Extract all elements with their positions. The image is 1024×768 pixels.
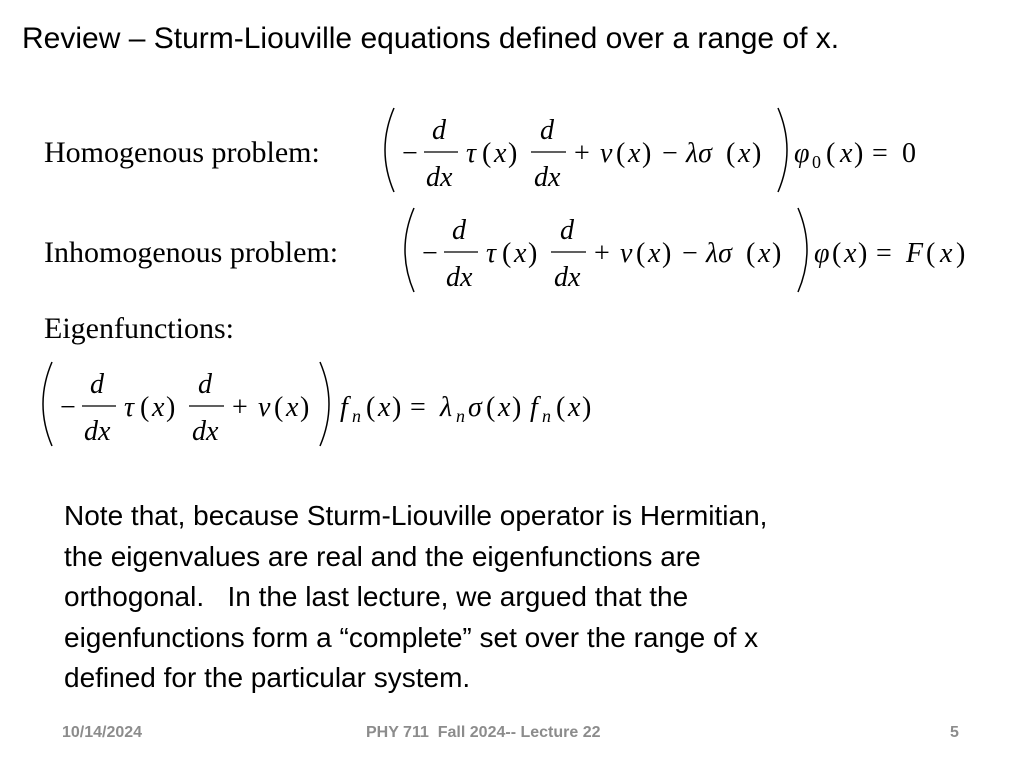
svg-text:x: x: [498, 392, 511, 423]
svg-text:+: +: [574, 138, 590, 169]
footer-page-number: 5: [950, 724, 959, 741]
svg-text:dx: dx: [426, 162, 453, 193]
svg-text:0: 0: [902, 138, 916, 169]
svg-text:dx: dx: [554, 262, 581, 293]
svg-text:dx: dx: [534, 162, 561, 193]
svg-text:(: (: [486, 392, 496, 423]
svg-text:+: +: [232, 392, 248, 423]
inhomogeneous-label: Inhomogenous problem:: [44, 236, 339, 269]
svg-text:f: f: [340, 392, 348, 423]
svg-text:): ): [512, 392, 522, 423]
svg-text:x: x: [738, 138, 751, 169]
svg-text:(: (: [746, 238, 756, 269]
svg-text:f: f: [530, 392, 538, 423]
footer-course: PHY 711 Fall 2024-- Lecture 22: [366, 724, 601, 741]
svg-text:φ: φ: [794, 138, 810, 169]
svg-text:(: (: [482, 138, 492, 169]
svg-text:τ: τ: [124, 392, 135, 423]
svg-text:): ): [858, 238, 868, 269]
svg-text:): ): [752, 138, 762, 169]
svg-text:0: 0: [812, 152, 821, 172]
svg-text:x: x: [494, 138, 507, 169]
svg-text:(: (: [274, 392, 284, 423]
svg-text:σ: σ: [468, 392, 482, 423]
svg-text:=: =: [410, 392, 426, 423]
svg-text:): ): [956, 238, 966, 269]
svg-text:(: (: [140, 392, 150, 423]
svg-text:): ): [508, 138, 518, 169]
svg-text:−: −: [402, 138, 418, 169]
svg-text:(: (: [616, 138, 626, 169]
svg-text:(: (: [926, 238, 936, 269]
svg-text:dx: dx: [446, 262, 473, 293]
note-line: Note that, because Sturm-Liouville operator is Hermitian,: [64, 500, 768, 531]
note-line: eigenfunctions form a “complete” set over the range of x: [64, 621, 759, 653]
svg-text:dx: dx: [84, 416, 111, 447]
svg-text:): ): [854, 138, 864, 169]
svg-text:τ: τ: [486, 238, 497, 269]
inhomogeneous-equation: [400, 204, 1000, 296]
svg-text:d: d: [198, 369, 212, 400]
eigenfunctions-label: Eigenfunctions:: [44, 312, 234, 345]
svg-text:x: x: [628, 138, 641, 169]
svg-text:λ: λ: [440, 392, 453, 423]
eigenfunctions-equation: [38, 358, 638, 450]
svg-text:x: x: [568, 392, 581, 423]
note-line: orthogonal. In the last lecture, we argued that the: [64, 581, 689, 612]
note-line: defined for the particular system.: [64, 662, 471, 693]
svg-text:d: d: [90, 369, 104, 400]
svg-text:(: (: [556, 392, 566, 423]
svg-text:d: d: [540, 115, 554, 146]
homogeneous-equation: [380, 104, 940, 196]
svg-text:x: x: [378, 392, 391, 423]
svg-text:x: x: [840, 138, 853, 169]
svg-text:): ): [772, 238, 782, 269]
svg-text:x: x: [514, 238, 527, 269]
svg-text:x: x: [758, 238, 771, 269]
svg-text:τ: τ: [466, 138, 477, 169]
svg-text:(: (: [636, 238, 646, 269]
svg-text:x: x: [286, 392, 299, 423]
svg-text:): ): [642, 138, 652, 169]
slide-title: Review – Sturm-Liouville equations defined over a range of x.: [22, 22, 840, 55]
svg-text:): ): [662, 238, 672, 269]
svg-text:): ): [528, 238, 538, 269]
svg-text:x: x: [844, 238, 857, 269]
svg-text:=: =: [872, 138, 888, 169]
svg-text:d: d: [560, 215, 574, 246]
svg-text:−: −: [60, 392, 76, 423]
svg-text:=: =: [876, 238, 892, 269]
note-paragraph: [64, 496, 944, 699]
svg-text:): ): [300, 392, 310, 423]
svg-text:n: n: [352, 406, 361, 426]
svg-text:x: x: [648, 238, 661, 269]
svg-text:v: v: [258, 392, 271, 423]
svg-text:φ: φ: [814, 238, 830, 269]
svg-text:n: n: [456, 406, 465, 426]
svg-text:x: x: [152, 392, 165, 423]
svg-text:v: v: [620, 238, 633, 269]
svg-text:n: n: [542, 406, 551, 426]
svg-text:(: (: [366, 392, 376, 423]
homogeneous-label: Homogenous problem:: [44, 136, 320, 169]
svg-text:d: d: [452, 215, 466, 246]
footer-date: 10/14/2024: [62, 724, 143, 741]
svg-text:−: −: [422, 238, 438, 269]
svg-text:F: F: [906, 238, 924, 269]
svg-text:(: (: [826, 138, 836, 169]
svg-text:−: −: [662, 138, 678, 169]
svg-text:+: +: [594, 238, 610, 269]
svg-text:d: d: [432, 115, 446, 146]
svg-text:(: (: [502, 238, 512, 269]
svg-text:): ): [582, 392, 592, 423]
svg-text:λσ: λσ: [706, 238, 732, 269]
svg-text:): ): [166, 392, 176, 423]
svg-text:v: v: [600, 138, 613, 169]
note-line: the eigenvalues are real and the eigenfunctions are: [64, 540, 701, 572]
svg-text:−: −: [682, 238, 698, 269]
svg-text:λσ: λσ: [686, 138, 712, 169]
svg-text:x: x: [940, 238, 953, 269]
svg-text:(: (: [726, 138, 736, 169]
svg-text:dx: dx: [192, 416, 219, 447]
svg-text:(: (: [832, 238, 842, 269]
svg-text:): ): [392, 392, 402, 423]
